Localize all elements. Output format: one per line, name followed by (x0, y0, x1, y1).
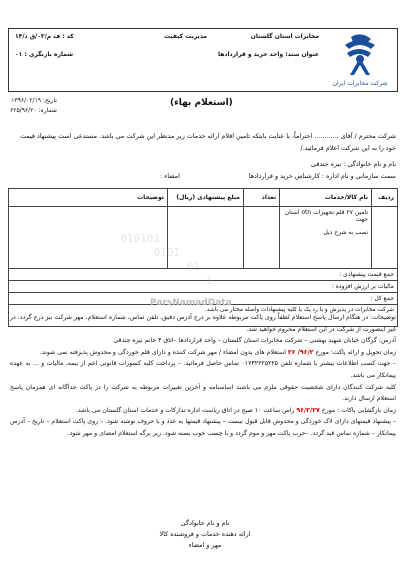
contact-position: سمت سازمانی و نام اداره : کارشناس خرید و قراردادها (248, 172, 396, 180)
department-name: مدیریت کیفیت (164, 33, 207, 40)
col-header-row: ردیف (372, 189, 398, 207)
grand-total-label: جمع کل : (9, 293, 398, 305)
sign-line1: نام و نام خانوادگی (180, 519, 230, 527)
document-number: شماره: ۶۲۵/۹۶/۲۰ (10, 107, 57, 114)
svg-text:0101: 0101 (153, 246, 180, 259)
table-note: شرکت مخابرات در پذیرش و یا رد یک یا کلیه پیشنهادات واصله مختار می باشد. (9, 305, 398, 327)
revision-number: شماره بازنگری : ۰۱ (15, 51, 74, 58)
desc-p6 (10, 405, 396, 417)
page-title: (استعلام بهاء) (170, 98, 233, 108)
watermark-text: ParsNamadData (150, 298, 232, 308)
company-logo-icon (329, 31, 391, 89)
document-date: تاریخ: ۱۳۹۶/۰۲/۱۹ (11, 97, 57, 104)
item-name-line2: نصب به شرح ذیل (323, 229, 368, 236)
watermark-icon (120, 228, 270, 298)
svg-text:01: 01 (186, 260, 200, 273)
desc-p4: – جهت کسب اطلاعات بیشتر با شماره تلفن ۰۱۷۳۲۲۲۵۲۲۵ تماس حاصل فرمائید. – پرداخت کلیه کسورات قانونی اعم از بیمه، مالیات و ... به عهده پیمانکار می باشد. (10, 360, 396, 379)
document-code: کد : ف م/۰۳/ق د/۱۴ (15, 33, 74, 40)
desc-p7: – پیشنهاد قیمتهای دارای لاک خوردگی و مخدوش قابل قبول نیست – پیشنهاد قیمتها به عدد و با حروف نوشته شود. – روی پاکت استعلام – تاریخ – آدرس پیمانکار – شماره تماس قید گردد. –حرب پاکت مهر و موم گردد و با چسب خوب بسته شود. زیر برگه استعلام امضای و مهر شود. (10, 418, 396, 437)
cell-row (372, 207, 398, 269)
desc-p6b: راس ساعت ۱۰ صبح در اتاق ریاست اداره تدارکات و خدمات استان گلستان می باشد. (75, 406, 295, 414)
sign-line2: ارائه دهنده خدمات و فروشنده کالا (159, 530, 251, 538)
svg-text:شرکت مخابرات ایران: شرکت مخابرات ایران (332, 80, 388, 87)
delivery-date: ۹۶/۲/ ۲۶ (287, 348, 314, 356)
col-header-price: مبلغ پیشنهادی (ریال) (168, 189, 244, 207)
signature-label: امضاء : (160, 172, 180, 180)
svg-text:010101: 010101 (120, 232, 160, 245)
svg-text:1: 1 (205, 274, 212, 287)
contact-name: نام و نام خانوادگی : نیره جندقی (311, 160, 396, 168)
item-name-line1: تامین ۲۷ قلم تجهیزات otn استان جهت (284, 209, 368, 223)
desc-p5: کلیه شرکت کنندگان دارای شخصیت حقوقی ملزم می باشند اساسنامه و آخرین تغییرات مربوطه به شرکت را در پاکت جداگانه ای همزمان پاسخ استعلام ارسال دارند. (10, 383, 396, 403)
col-header-name: نام کالا/خدمات (280, 189, 372, 207)
desc-p3a: زمان تحویل و ارائه پاکت: مورخ (315, 348, 396, 356)
signature-block (120, 518, 290, 551)
date-number-box (10, 96, 57, 116)
total-offer-label: جمع قیمت پیشنهادی : (9, 269, 398, 281)
desc-p3 (10, 347, 396, 359)
contact-info (10, 158, 396, 182)
document-header (8, 28, 398, 92)
organization-name: مخابرات استان گلستان (250, 33, 319, 40)
description-block (10, 312, 396, 440)
desc-p3b: استعلام های بدون امضاء / مهر شرکت کننده و دارای قلم خوردگی و مخدوش پذیرفته نمی شوند. (39, 348, 286, 356)
intro-paragraph: شرکت محترم / آقای ............ احتراماً، با عنایت بایتکه تامین اقلام ارائه خدمات زیر مدنظر این شرکت می باشد. مستدعی است پیشنهاد قیمت خود را به این شرکت اعلام فرمائید./ (19, 132, 396, 152)
table-header-row (9, 189, 398, 207)
desc-p6a: زمان بازگشایی پاکات : مورخ (321, 406, 396, 414)
opening-date: ۹۶/۲/۲۷ (296, 406, 320, 414)
cell-item-name (280, 207, 372, 269)
desc-p1: توضیحات: در هنگام ارسال پاسخ استعلام لطفاً روی پاکت مربوطه علاوه بر درج آدرس دقیق، تلفن تماس، شماره استعلام، مهر شرکت نیز درج گردد. در غیر اینصورت از شرکت در این استعلام محروم خواهید شد. (10, 314, 396, 333)
document-subject: عنوان سند: واحد خرید و قراردادها (217, 51, 319, 58)
sign-line3: مهر و امضاء (188, 541, 222, 549)
col-header-qty: تعداد (244, 189, 280, 207)
desc-p2: آدرس: گرگان خیابان شهید بهشتی – شرکت مخابرات استان گلستان – واحد قراردادها –اتاق ۴ خانم نیره جندقی (113, 337, 396, 345)
vat-label: مالیات بر ارزش افزوده : (9, 281, 398, 293)
col-header-desc: توضیحات (9, 189, 168, 207)
